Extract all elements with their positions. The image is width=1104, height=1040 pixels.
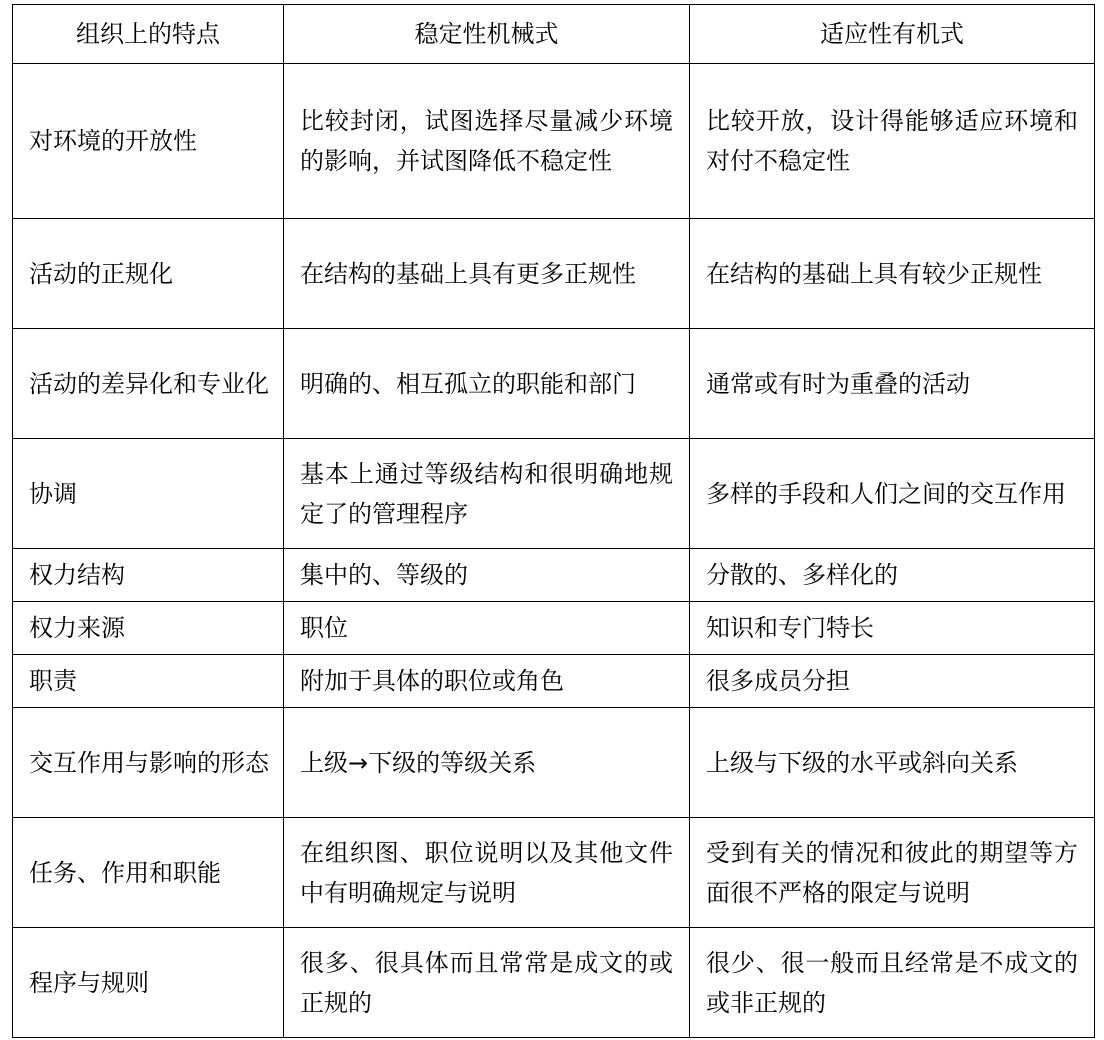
table-row bbox=[13, 64, 1095, 219]
header-feature: 组织上的特点 bbox=[13, 5, 284, 64]
table-row bbox=[13, 818, 1095, 928]
feature-cell: 活动的正规化 bbox=[13, 219, 284, 329]
mechanistic-cell: 基本上通过等级结构和很明确地规定了的管理程序 bbox=[284, 439, 690, 549]
organic-cell: 上级与下级的水平或斜向关系 bbox=[690, 708, 1095, 818]
header-mechanistic: 稳定性机械式 bbox=[284, 5, 690, 64]
organic-cell: 很少、很一般而且经常是不成文的或非正规的 bbox=[690, 928, 1095, 1038]
mechanistic-cell: 上级→下级的等级关系 bbox=[284, 708, 690, 818]
organic-cell: 比较开放，设计得能够适应环境和对付不稳定性 bbox=[690, 64, 1095, 219]
organic-cell: 在结构的基础上具有较少正规性 bbox=[690, 219, 1095, 329]
table-row bbox=[13, 219, 1095, 329]
table-row bbox=[13, 549, 1095, 602]
organic-cell: 受到有关的情况和彼此的期望等方面很不严格的限定与说明 bbox=[690, 818, 1095, 928]
header-row bbox=[13, 5, 1095, 64]
mechanistic-cell: 很多、很具体而且常常是成文的或正规的 bbox=[284, 928, 690, 1038]
table-row bbox=[13, 602, 1095, 655]
organic-cell: 知识和专门特长 bbox=[690, 602, 1095, 655]
table-row bbox=[13, 329, 1095, 439]
table-row bbox=[13, 708, 1095, 818]
comparison-table bbox=[12, 4, 1095, 1038]
mechanistic-cell: 明确的、相互孤立的职能和部门 bbox=[284, 329, 690, 439]
organic-cell: 很多成员分担 bbox=[690, 655, 1095, 708]
mechanistic-cell: 在组织图、职位说明以及其他文件中有明确规定与说明 bbox=[284, 818, 690, 928]
organic-cell: 通常或有时为重叠的活动 bbox=[690, 329, 1095, 439]
feature-cell: 职责 bbox=[13, 655, 284, 708]
mechanistic-cell: 附加于具体的职位或角色 bbox=[284, 655, 690, 708]
comparison-table-container bbox=[12, 4, 1094, 1038]
feature-cell: 对环境的开放性 bbox=[13, 64, 284, 219]
feature-cell: 协调 bbox=[13, 439, 284, 549]
table-row bbox=[13, 655, 1095, 708]
mechanistic-cell: 比较封闭，试图选择尽量减少环境的影响，并试图降低不稳定性 bbox=[284, 64, 690, 219]
organic-cell: 多样的手段和人们之间的交互作用 bbox=[690, 439, 1095, 549]
feature-cell: 权力结构 bbox=[13, 549, 284, 602]
feature-cell: 交互作用与影响的形态 bbox=[13, 708, 284, 818]
header-organic: 适应性有机式 bbox=[690, 5, 1095, 64]
feature-cell: 权力来源 bbox=[13, 602, 284, 655]
mechanistic-cell: 集中的、等级的 bbox=[284, 549, 690, 602]
table-row bbox=[13, 928, 1095, 1038]
feature-cell: 任务、作用和职能 bbox=[13, 818, 284, 928]
organic-cell: 分散的、多样化的 bbox=[690, 549, 1095, 602]
feature-cell: 程序与规则 bbox=[13, 928, 284, 1038]
mechanistic-cell: 在结构的基础上具有更多正规性 bbox=[284, 219, 690, 329]
mechanistic-cell: 职位 bbox=[284, 602, 690, 655]
table-row bbox=[13, 439, 1095, 549]
feature-cell: 活动的差异化和专业化 bbox=[13, 329, 284, 439]
